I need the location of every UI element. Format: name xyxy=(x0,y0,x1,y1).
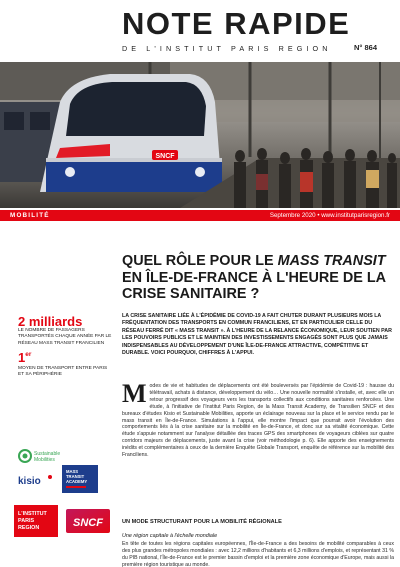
headline-part1: QUEL RÔLE POUR LE xyxy=(122,253,278,269)
article-headline xyxy=(122,253,394,303)
article-body xyxy=(122,379,394,459)
stat-rank-value xyxy=(18,350,31,365)
sustainable-logo-line2: Mobilities xyxy=(34,457,55,463)
mass-transit-academy-logo xyxy=(62,465,98,493)
publication-subtitle: DE L'INSTITUT PARIS REGION xyxy=(122,44,332,53)
hero-photo-train-platform xyxy=(0,62,400,208)
masthead xyxy=(0,0,400,62)
issue-number: N° 864 xyxy=(354,43,378,52)
mta-logo-line3: ACADEMY xyxy=(66,479,88,484)
train-sncf-sign: SNCF xyxy=(155,153,175,160)
drop-cap: M xyxy=(122,379,147,408)
ipr-logo-line2: PARIS xyxy=(18,518,35,524)
stat-passengers-value: 2 milliards xyxy=(18,314,83,329)
article-body-continued: En tête de toutes les régions capitales européennes, l'Île-de-France a des besoins de mobilité comparables à ceux des plus grandes métropoles mondiales : avec 12,2 millions d'habitants et 6,3 millions d'emplois, et représentant 31 % du PIB national, l'Île-de-France est le premier bassin d'emploi et la première zone économique d'Europe, mais aussi la première région touristique au monde. xyxy=(122,541,394,567)
section-heading: UN MODE STRUCTURANT POUR LA MOBILITÉ RÉGIONALE xyxy=(122,519,282,525)
headline-part2: EN ÎLE-DE-FRANCE À L'HEURE DE LA CRISE SANITAIRE ? xyxy=(122,269,386,303)
kisio-logo-text: kisio xyxy=(18,476,41,487)
headline-emphasis: MASS TRANSIT xyxy=(277,253,386,269)
article-lead: LA CRISE SANITAIRE LIÉE À L'ÉPIDÉMIE DE COVID-19 A FAIT CHUTER DURANT PLUSIEURS MOIS LA FRÉQUENTATION DES TRANSPORTS EN COMMUN FRANCILIENS, ET EN PARTICULIER CELLE DU RÉSEAU FERRÉ DIT « MASS TRANSIT ». À L'HEURE DE LA RELANCE ÉCONOMIQUE, LEUR SOUTIEN PAR LES POUVOIRS PUBLICS ET LE MAINTIEN DES INVESTISSEMENTS ENGAGÉS SONT PLUS QUE JAMAIS INDISPENSABLES AU DÉVELOPPEMENT D'UNE ÎLE-DE-FRANCE ATTRACTIVE, COMPÉTITIVE ET DURABLE. VOICI POURQUOI, CHIFFRES À L'APPUI. xyxy=(122,313,392,357)
article-body-text: odes de vie et habitudes de déplacements ont été bouleversés par l'épidémie de Covid-19 : hausse du télétravail, achats à distance, développement du vélo… Une nouvelle normalité s'installe, et, avec elle un retour progressif des voyageurs vers les transports collectifs aux conditions sanitaires renforcées. Une étude, à l'initiative de l'Institut Paris Region, de la Mass Transit Academy, de Transilien SNCF et des bureaux d'études Kisio et Sustainable Mobilities, apporte un éclairage nouveau sur la place et le service rendu par le mass transit en Île-de-France. Simulations à l'appui, elle montre l'impact que pourrait avoir l'évolution des comportements liés à la crise sanitaire sur la mobilité en Île-de-France, et donc sur sa vitalité économique. Cette étude s'appuie notamment sur l'analyse détaillée des traces GPS des smartphones de voyageurs ciblées sur quatre corridors majeurs de déplacements, juste avant la crise (voir méthodologie p. 6). Elle apporte des enseignements inédits et complémentaires à ceux de la dernière Enquête Globale Transport, enquête de référence sur la mobilité des Franciliens. xyxy=(122,383,394,459)
rubric-bar xyxy=(0,210,400,221)
date-and-website: Septembre 2020 • www.institutparisregion.fr xyxy=(269,211,390,219)
train-illustration xyxy=(0,62,400,208)
subsection-heading: Une région capitale à l'échelle mondiale xyxy=(122,533,218,539)
sustainable-mobilities-logo xyxy=(18,447,76,465)
stat-rank-description: MOYEN DE TRANSPORT ENTRE PARIS ET SA PÉRIPHÉRIE xyxy=(18,366,108,378)
stat-passengers-description: LE NOMBRE DE PASSAGERS TRANSPORTÉS CHAQUE ANNÉE PAR LE RÉSEAU MASS TRANSIT FRANCILIEN xyxy=(18,328,112,346)
kisio-logo xyxy=(16,471,56,489)
sncf-logo-text: SNCF xyxy=(73,517,103,529)
mta-logo-line1: MASS xyxy=(66,469,79,474)
mta-logo-line2: TRANSIT xyxy=(66,474,85,479)
main-article xyxy=(122,221,394,567)
stat-rank-suffix: er xyxy=(25,351,32,358)
publication-title: NOTE RAPIDE xyxy=(122,6,351,41)
stat-rank-number: 1 xyxy=(18,350,26,365)
rubric-label: MOBILITÉ xyxy=(10,211,50,219)
ipr-logo-line3: REGION xyxy=(18,525,40,531)
sncf-logo xyxy=(66,507,110,535)
sidebar xyxy=(0,221,112,567)
institut-paris-region-logo xyxy=(14,505,58,537)
sustainable-logo-line1: Sustainable xyxy=(34,451,61,457)
ipr-logo-line1: L'INSTITUT xyxy=(18,511,47,517)
